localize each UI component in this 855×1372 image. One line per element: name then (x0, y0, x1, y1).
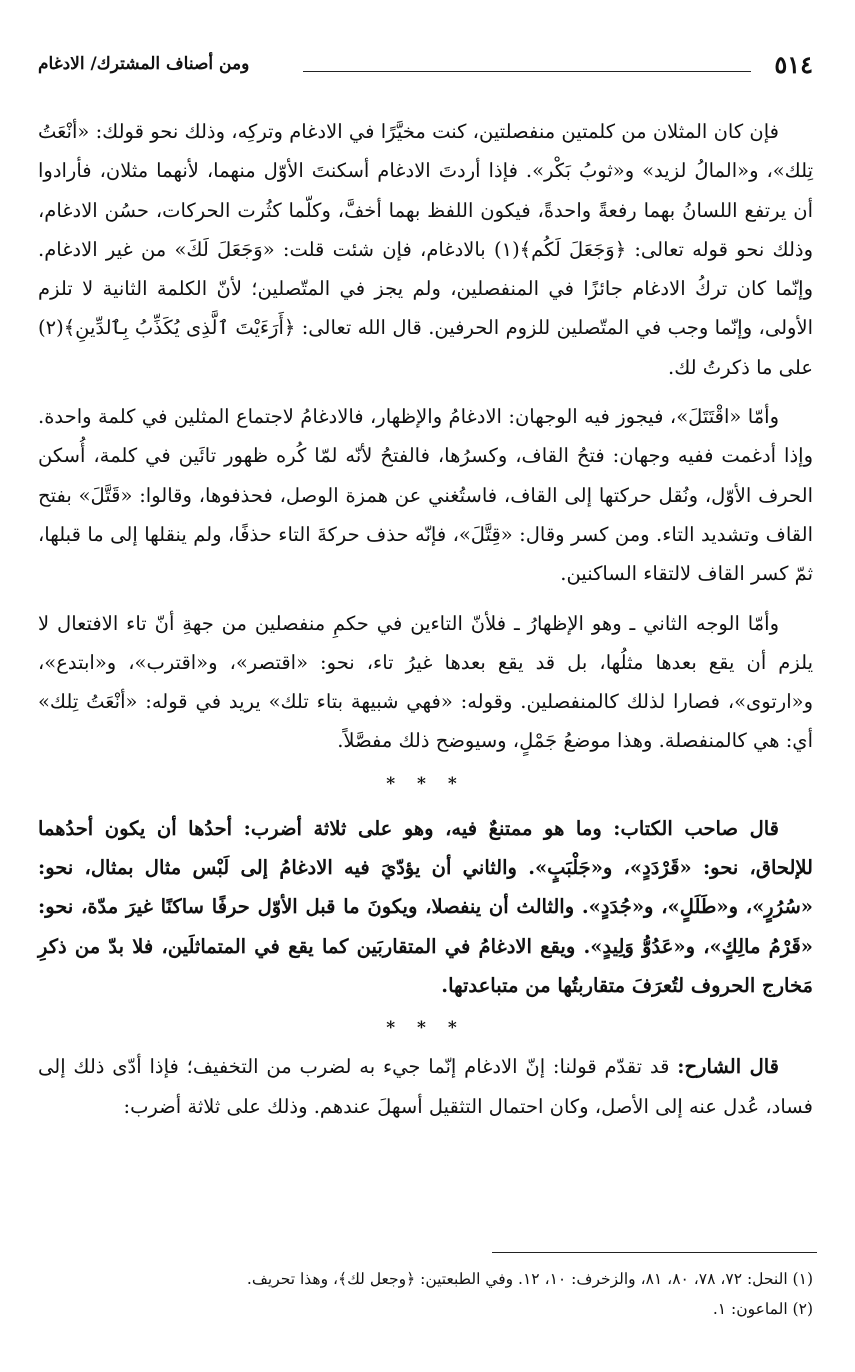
paragraph-second-aspect: وأمّا الوجه الثاني ـ وهو الإظهارُ ـ فلأنّ التاءين في حكمِ منفصلين من جهةِ أنّ تاء الافتعال لا يلزم أن يقع بعدها مثلُها، بل قد يقع بعدها غيرُ تاء، نحو: «اقتصر»، و«اقترب»، و«ابتدع»، و«ارتوى»، فصارا لذلك كالمنفصلين. وقوله: «فهي شبيهة بتاء تلك» يريد في قوله: «أنْعَتُ تِلك» أي: هي كالمنفصلة. وهذا موضعُ جَمْلٍ، وسيوضح ذلك مفصَّلاً. (38, 611, 813, 753)
running-title: ومن أصناف المشترك/ الادغام (38, 54, 250, 74)
paragraph-separated-words: فإن كان المثلان من كلمتين منفصلتين، كنت مخيَّرًا في الادغام وتركِه، وذلك نحو قولك: «أنْعَتُ تِلك»، و«المالُ لزيد» و«ثوبُ بَكْر». فإذا أردتَ الادغام أسكنتَ الأوّل منهما، لأنهما مثلان، فأرادوا أن يرتفع اللسانُ بهما رفعةً واحدةً، فيكون اللفظ بهما أخفَّ، وكلّما كثُرت الحركات، حسُن الادغام، وذلك نحو قوله تعالى: ﴿وَجَعَلَ لَكُم﴾(١) بالادغام، فإن شئت قلت: «وَجَعَلَ لَكَ» من غير الادغام. وإنّما كان تركُ الادغام جائزًا في المنفصلين، ولم يجز في المتّصلين؛ لأنّ الكلمة الثانية لا تلزم الأولى، وإنّما وجب في المتّصلين للزوم الحرفين. قال الله تعالى: ﴿أَرَءَيْتَ ٱلَّذِى يُكَذِّبُ بِٱلدِّينِ﴾(٢) على ما ذكرتُ لك. (38, 120, 813, 379)
footnote-rule (492, 1252, 817, 1253)
footnote-1: (١) النحل: ٧٢، ٧٨، ٨٠، ٨١، والزخرف: ١٠، ١٢. وفي الطبعتين: ﴿وجعل لك﴾، وهذا تحريف. (246, 1270, 813, 1288)
commentator-paragraph (38, 1047, 813, 1126)
footnote-2: (٢) الماعون: ١. (712, 1300, 813, 1318)
section-separator-2: * * * (386, 1018, 465, 1039)
page-body (38, 112, 813, 1136)
page-number: ٥١٤ (774, 50, 813, 79)
footnotes (38, 1264, 813, 1324)
page-header (38, 50, 813, 84)
section-separator: * * * (386, 773, 465, 794)
commentator-text: قد تقدّم قولنا: إنّ الادغام إنّما جيء به لضرب من التخفيف؛ فإذا أدّى ذلك إلى فساد، عُدل عنه إلى الأصل، وكان احتمال التثقيل أسهلَ عندهم. وذلك على ثلاثة أضرب: (38, 1055, 813, 1118)
paragraph-iqtatala: وأمّا «اقْتَتَلَ»، فيجوز فيه الوجهان: الادغامُ والإظهار، فالادغامُ لاجتماع المثلين في كلمة واحدة. وإذا أدغمت ففيه وجهان: فتحُ القاف، وكسرُها، فالفتحُ لأنّه لمّا كُره ظهور تائَين في كلمة، أُسكن الحرف الأوّل، ونُقل حركتها إلى القاف، فاستُغني عن همزة الوصل، فحذفوها، وقالوا: «قَتَّلَ» بفتح القاف وتشديد التاء. ومن كسر وقال: «قِتَّلَ»، فإنّه حذف حركةَ التاء حذفًا، ولم ينقلها إلى ما قبلها، ثمّ كسر القاف لالتقاء الساكنين. (38, 405, 813, 586)
header-rule (303, 71, 751, 72)
commentator-label: قال الشارح: (677, 1055, 779, 1079)
author-paragraph: قال صاحب الكتاب: وما هو ممتنعٌ فيه، وهو على ثلاثة أضرب: أحدُها أن يكون أحدُهما للإلحاق، نحو: «قَرْدَدٍ»، و«جَلْبَبٍ». والثاني أن يؤدّيَ فيه الادغامُ إلى لَبْس مثال بمثال، نحو: «سُرُرٍ»، و«طَلَلٍ»، و«جُدَدٍ». والثالث أن ينفصلا، ويكونَ ما قبل الأوّل حرفًا ساكنًا غيرَ مدّة، نحو: «قَرْمُ مالِكٍ»، و«عَدُوُّ وَلِيدٍ». ويقع الادغامُ في المتقاربَين كما يقع في المتماثلَين، فلا بدّ من ذكرِ مَخارج الحروف لتُعرَفَ متقاربتُها من متباعدتها. (38, 816, 813, 997)
